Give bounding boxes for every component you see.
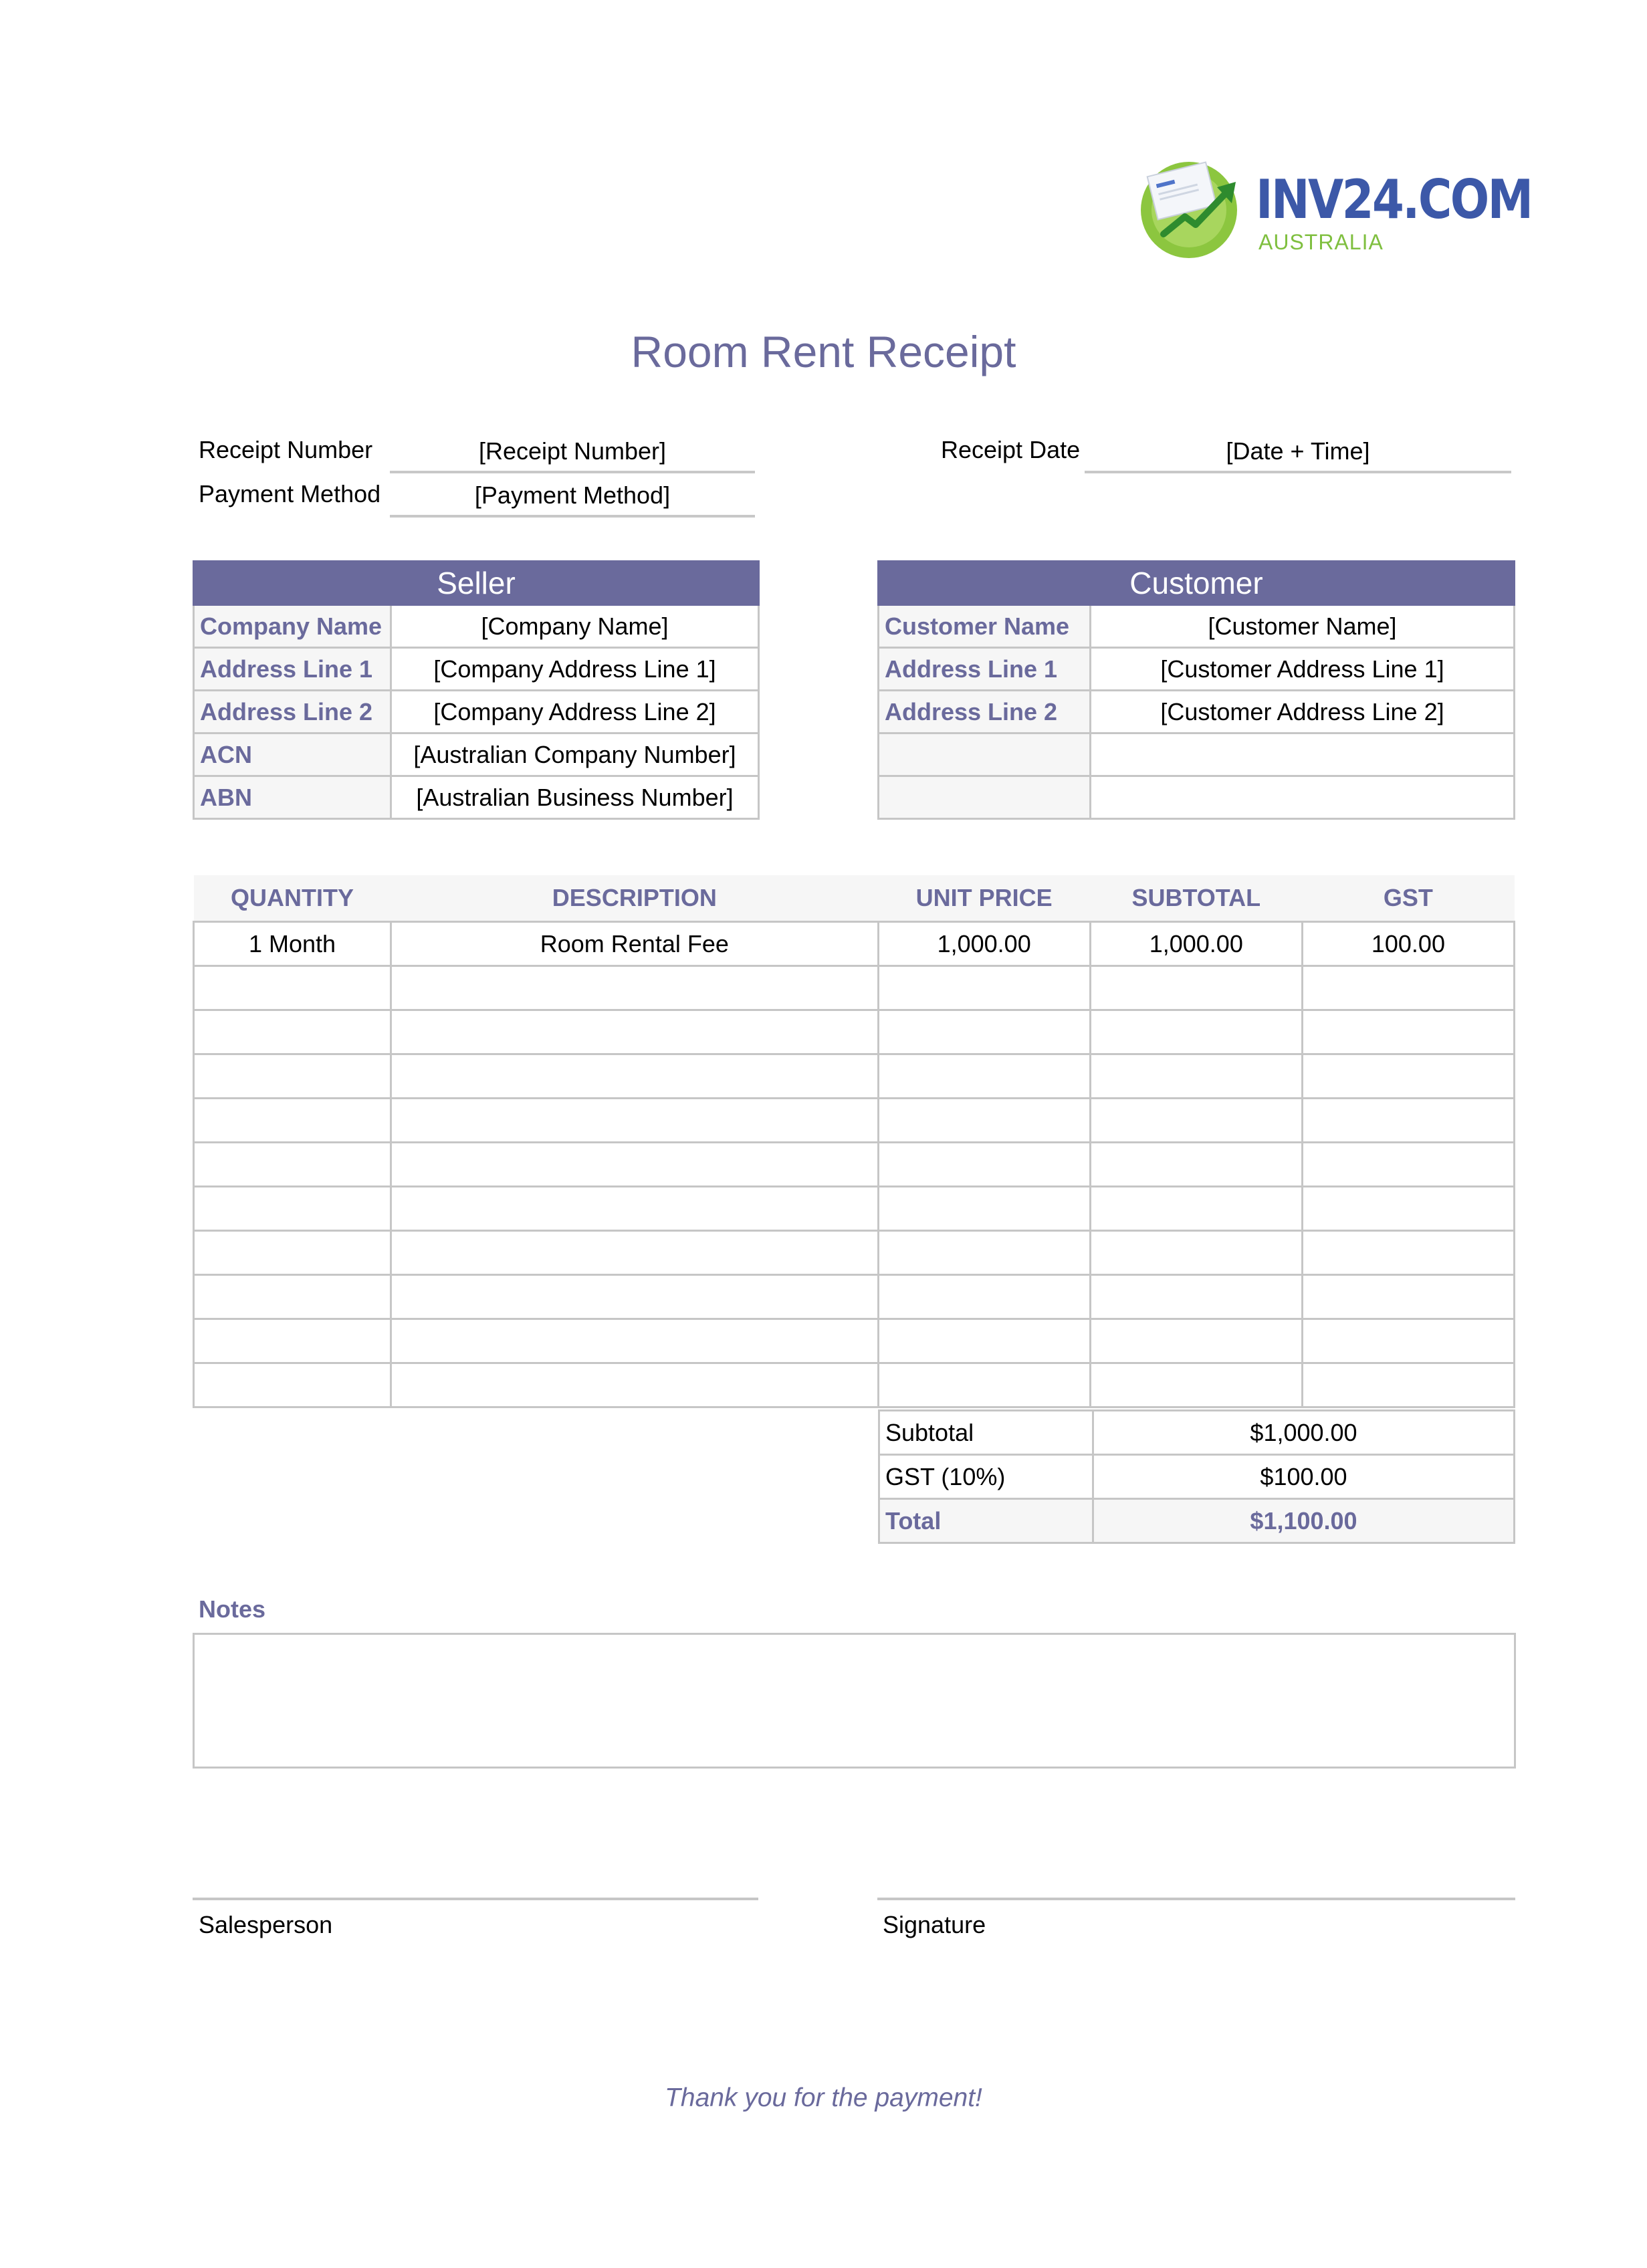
seller-abn-field[interactable]: [Australian Business Number] — [391, 776, 759, 819]
company-logo — [1137, 155, 1532, 262]
customer-label — [879, 733, 1091, 776]
seller-label: Address Line 2 — [194, 691, 391, 733]
table-cell[interactable]: 1 Month — [194, 922, 391, 966]
total-value: $1,100.00 — [1093, 1499, 1515, 1543]
receipt-number-label: Receipt Number — [199, 436, 373, 463]
subtotal-label: Subtotal — [879, 1411, 1093, 1455]
seller-company-name-field[interactable]: [Company Name] — [391, 605, 759, 648]
table-cell[interactable] — [878, 966, 1090, 1010]
customer-label: Customer Name — [879, 605, 1091, 648]
column-header-unit-price: UNIT PRICE — [878, 875, 1090, 922]
table-cell[interactable] — [1302, 1363, 1514, 1407]
subtotal-row — [879, 1411, 1515, 1455]
receipt-date-field[interactable]: [Date + Time] — [1085, 432, 1511, 473]
table-cell[interactable] — [878, 1143, 1090, 1187]
table-cell[interactable]: Room Rental Fee — [391, 922, 879, 966]
table-cell[interactable] — [391, 1275, 879, 1319]
table-cell[interactable] — [1302, 1010, 1514, 1054]
table-row — [194, 1187, 1515, 1231]
customer-label — [879, 776, 1091, 819]
items-header-row — [194, 875, 1515, 922]
customer-address-line-2-field[interactable]: [Customer Address Line 2] — [1091, 691, 1515, 733]
seller-table — [193, 560, 760, 820]
seller-label: ABN — [194, 776, 391, 819]
table-cell[interactable] — [1302, 1275, 1514, 1319]
table-cell[interactable]: 1,000.00 — [878, 922, 1090, 966]
table-row — [194, 1363, 1515, 1407]
customer-label: Address Line 2 — [879, 691, 1091, 733]
customer-table — [877, 560, 1515, 820]
table-cell[interactable] — [878, 1010, 1090, 1054]
seller-label: ACN — [194, 733, 391, 776]
signature-line[interactable] — [877, 1898, 1515, 1900]
table-cell[interactable] — [1302, 1099, 1514, 1143]
table-row — [194, 1231, 1515, 1275]
logo-subtitle: AUSTRALIA — [1258, 230, 1384, 254]
table-cell[interactable] — [1090, 1319, 1302, 1363]
table-cell[interactable] — [391, 1099, 879, 1143]
table-cell[interactable] — [878, 1099, 1090, 1143]
table-cell[interactable] — [1302, 1054, 1514, 1099]
logo-badge-icon — [1137, 155, 1250, 262]
table-cell[interactable] — [391, 966, 879, 1010]
table-cell[interactable]: 100.00 — [1302, 922, 1514, 966]
table-cell[interactable] — [1090, 1054, 1302, 1099]
table-cell[interactable] — [878, 1319, 1090, 1363]
customer-header: Customer — [879, 562, 1515, 605]
table-cell[interactable] — [1302, 966, 1514, 1010]
customer-name-field[interactable]: [Customer Name] — [1091, 605, 1515, 648]
table-cell[interactable] — [1302, 1319, 1514, 1363]
table-cell[interactable] — [878, 1275, 1090, 1319]
table-row — [194, 1319, 1515, 1363]
customer-extra-field[interactable] — [1091, 776, 1515, 819]
gst-value: $100.00 — [1093, 1455, 1515, 1499]
table-cell[interactable] — [878, 1054, 1090, 1099]
table-cell[interactable]: 1,000.00 — [1090, 922, 1302, 966]
table-row — [194, 1099, 1515, 1143]
seller-address-line-2-field[interactable]: [Company Address Line 2] — [391, 691, 759, 733]
page-title: Room Rent Receipt — [631, 327, 1016, 376]
table-cell[interactable] — [194, 1010, 391, 1054]
table-row — [194, 1054, 1515, 1099]
customer-extra-field[interactable] — [1091, 733, 1515, 776]
table-cell[interactable] — [391, 1054, 879, 1099]
table-cell[interactable] — [1302, 1231, 1514, 1275]
customer-address-line-1-field[interactable]: [Customer Address Line 1] — [1091, 648, 1515, 691]
notes-label: Notes — [199, 1595, 266, 1623]
payment-method-label: Payment Method — [199, 480, 381, 507]
table-cell[interactable] — [194, 1275, 391, 1319]
table-cell[interactable] — [1302, 1143, 1514, 1187]
table-row — [194, 1275, 1515, 1319]
table-cell[interactable] — [391, 1187, 879, 1231]
receipt-number-field[interactable]: [Receipt Number] — [390, 432, 755, 473]
table-cell[interactable] — [391, 1143, 879, 1187]
seller-header: Seller — [194, 562, 759, 605]
table-cell[interactable] — [1090, 1143, 1302, 1187]
signature-label: Signature — [883, 1911, 986, 1938]
table-cell[interactable] — [194, 1319, 391, 1363]
payment-method-field[interactable]: [Payment Method] — [390, 476, 755, 518]
table-cell[interactable] — [1302, 1187, 1514, 1231]
table-cell[interactable] — [391, 1010, 879, 1054]
table-row — [194, 966, 1515, 1010]
table-cell[interactable] — [391, 1363, 879, 1407]
salesperson-line[interactable] — [193, 1898, 758, 1900]
table-cell[interactable] — [194, 966, 391, 1010]
table-cell[interactable] — [1090, 1231, 1302, 1275]
table-cell[interactable] — [878, 1363, 1090, 1407]
table-row — [194, 1010, 1515, 1054]
table-cell[interactable] — [1090, 1363, 1302, 1407]
items-table — [193, 875, 1515, 1408]
table-cell[interactable] — [194, 1143, 391, 1187]
subtotal-value: $1,000.00 — [1093, 1411, 1515, 1455]
customer-label: Address Line 1 — [879, 648, 1091, 691]
seller-label: Address Line 1 — [194, 648, 391, 691]
total-row — [879, 1499, 1515, 1543]
table-cell[interactable] — [194, 1231, 391, 1275]
table-cell[interactable] — [194, 1187, 391, 1231]
table-cell[interactable] — [1090, 1187, 1302, 1231]
seller-label: Company Name — [194, 605, 391, 648]
table-row — [194, 1143, 1515, 1187]
seller-acn-field[interactable]: [Australian Company Number] — [391, 733, 759, 776]
table-cell[interactable] — [1090, 966, 1302, 1010]
thank-you-message: Thank you for the payment! — [665, 2083, 982, 2112]
column-header-gst: GST — [1302, 875, 1514, 922]
table-cell[interactable] — [391, 1319, 879, 1363]
table-cell[interactable] — [1090, 1099, 1302, 1143]
gst-row — [879, 1455, 1515, 1499]
seller-address-line-1-field[interactable]: [Company Address Line 1] — [391, 648, 759, 691]
notes-field[interactable] — [193, 1633, 1516, 1769]
table-row — [194, 922, 1515, 966]
column-header-subtotal: SUBTOTAL — [1090, 875, 1302, 922]
logo-brand-text: INV24.COM — [1256, 168, 1532, 231]
total-label: Total — [879, 1499, 1093, 1543]
table-cell[interactable] — [1090, 1275, 1302, 1319]
salesperson-label: Salesperson — [199, 1911, 333, 1938]
totals-table — [878, 1409, 1515, 1544]
receipt-date-label: Receipt Date — [941, 436, 1081, 463]
column-header-description: DESCRIPTION — [391, 875, 879, 922]
gst-label: GST (10%) — [879, 1455, 1093, 1499]
table-cell[interactable] — [194, 1363, 391, 1407]
table-cell[interactable] — [391, 1231, 879, 1275]
table-cell[interactable] — [878, 1231, 1090, 1275]
table-cell[interactable] — [878, 1187, 1090, 1231]
table-cell[interactable] — [194, 1099, 391, 1143]
table-cell[interactable] — [1090, 1010, 1302, 1054]
column-header-quantity: QUANTITY — [194, 875, 391, 922]
table-cell[interactable] — [194, 1054, 391, 1099]
